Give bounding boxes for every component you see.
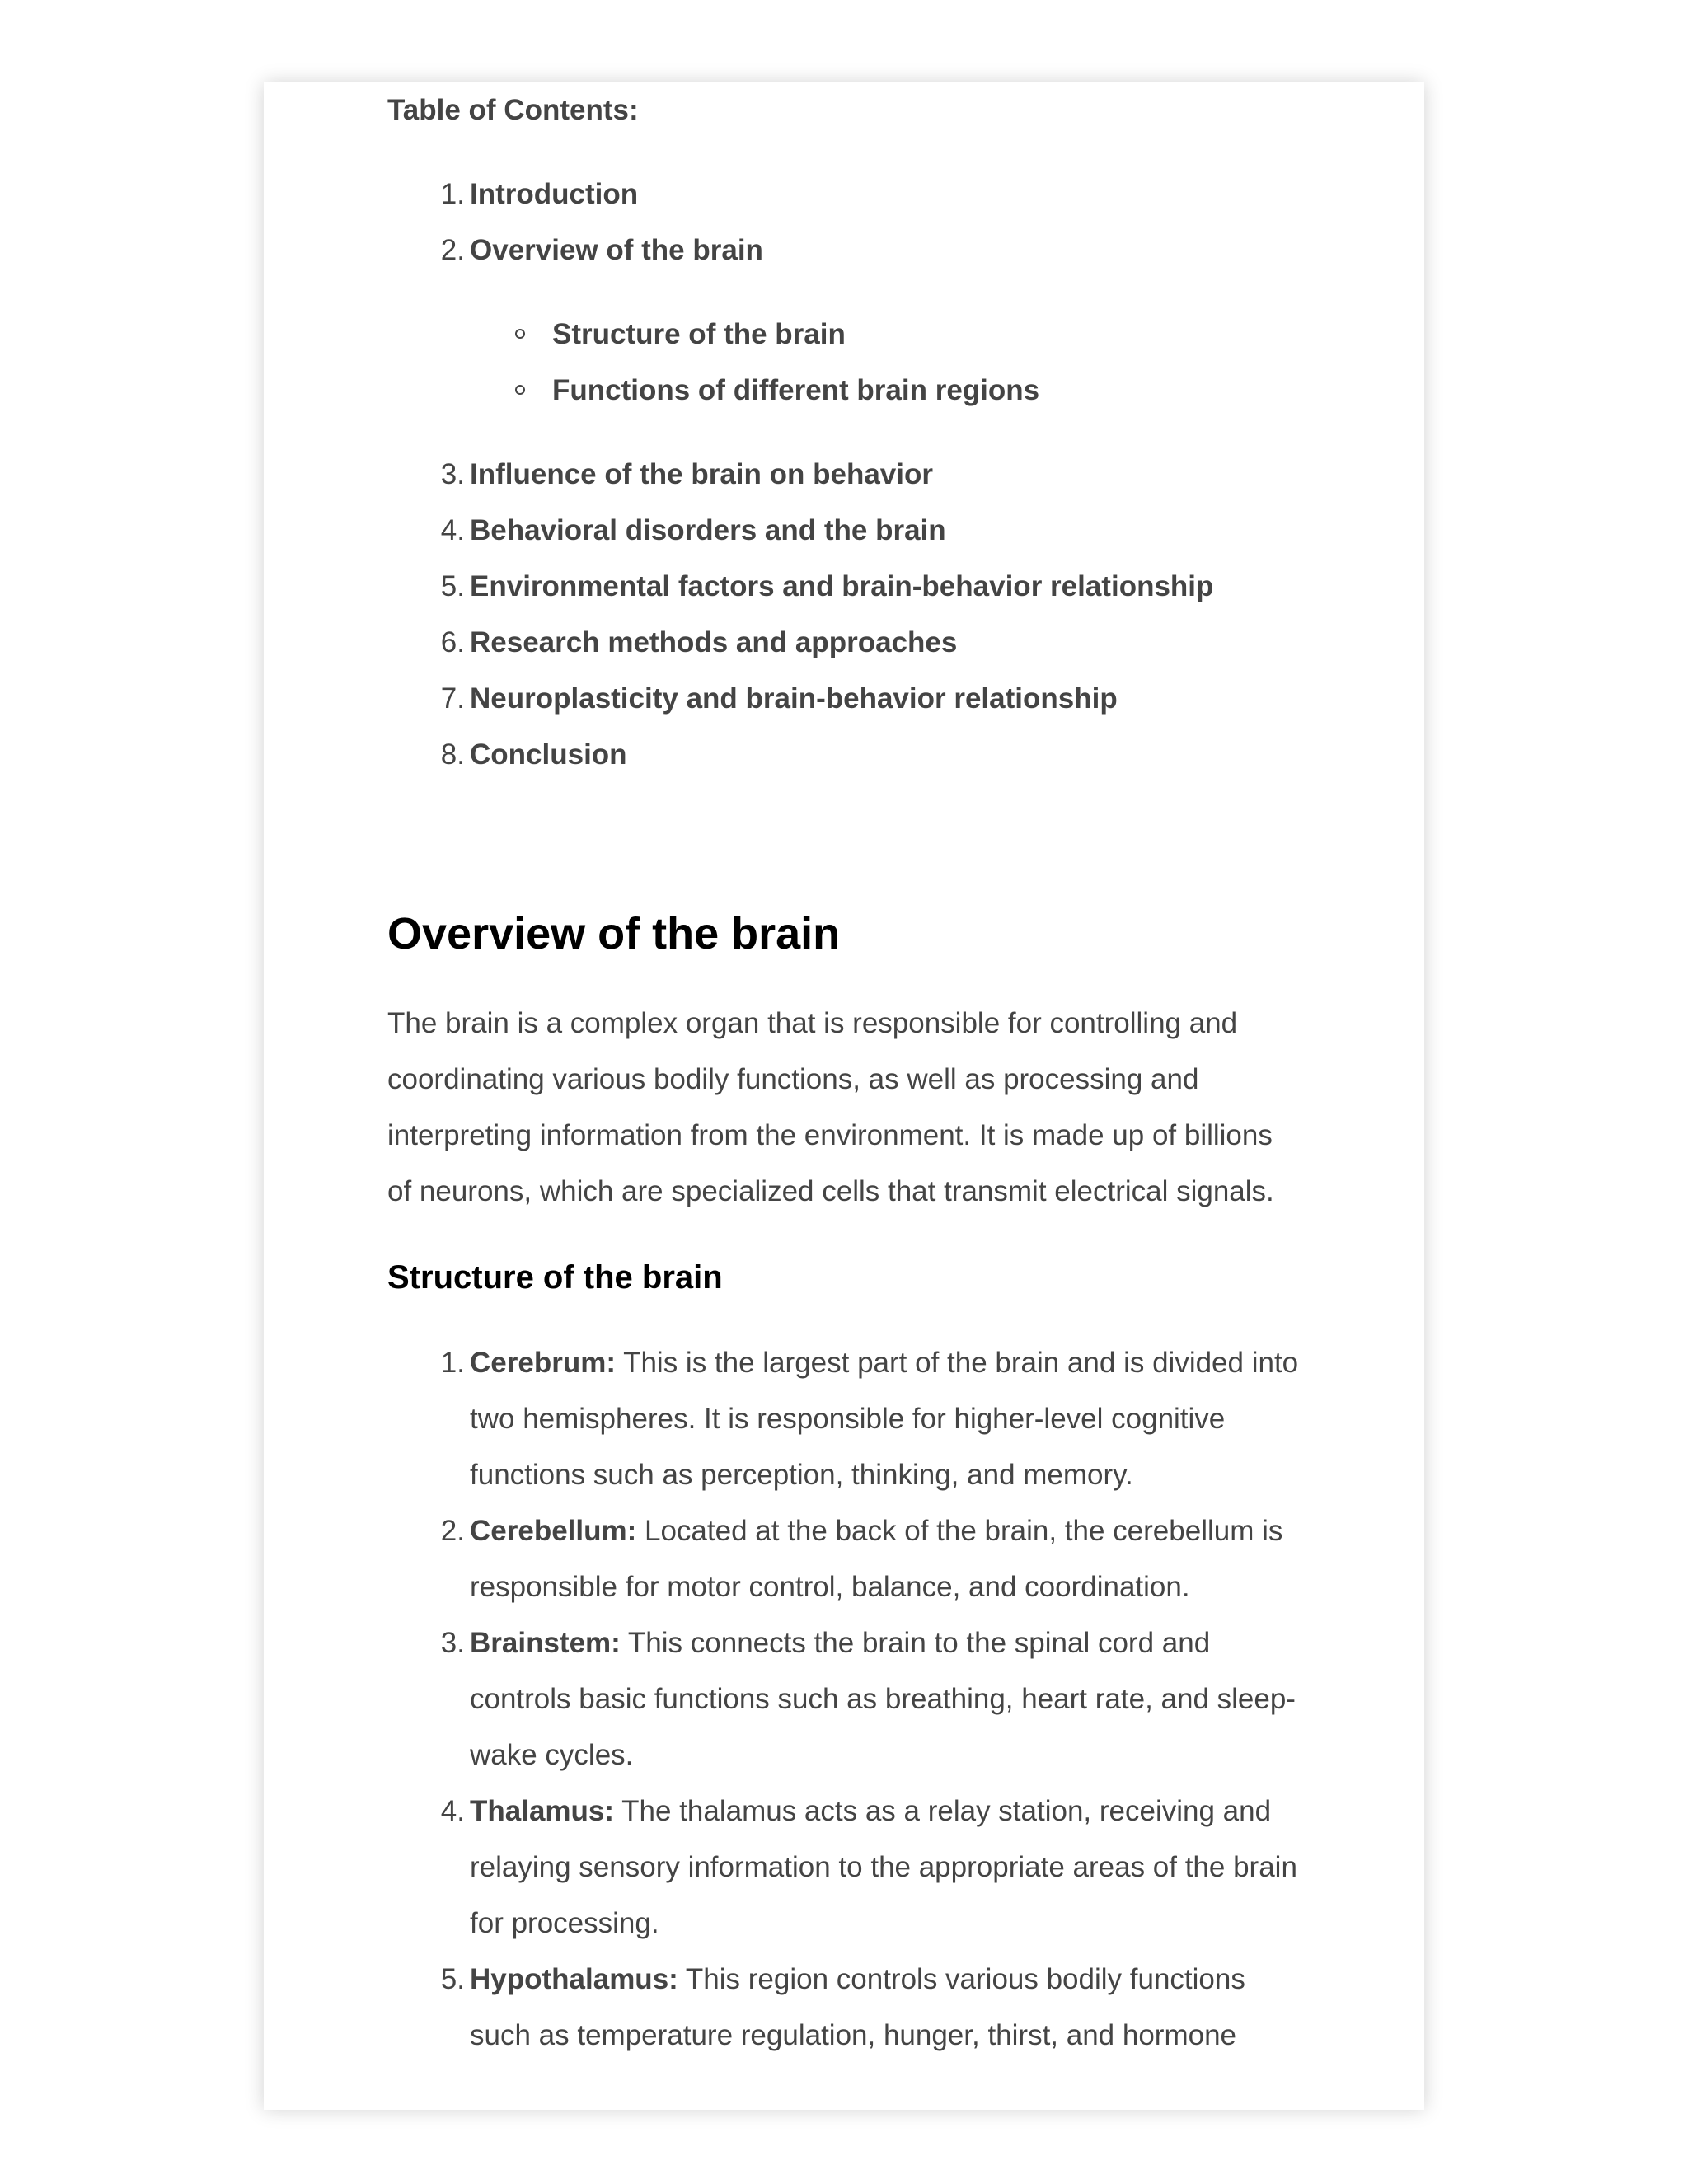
structure-item-text: This region controls various bodily functions such as temperature regulation, hunger, thirst, and hormone — [470, 1963, 1245, 2051]
toc-item-number: 1. — [440, 178, 465, 210]
structure-list — [387, 1335, 1424, 2064]
structure-item-term: Thalamus: — [470, 1795, 615, 1827]
structure-item-term: Cerebrum: — [470, 1347, 616, 1379]
toc-subitem — [387, 307, 1424, 363]
structure-item-term: Cerebellum: — [470, 1515, 637, 1547]
document-page — [264, 82, 1424, 2110]
circle-bullet-icon — [515, 385, 525, 395]
toc-item-number: 6. — [440, 626, 465, 658]
toc-sublist — [387, 307, 1424, 419]
toc-item-label: Introduction — [470, 178, 639, 210]
structure-item — [387, 1503, 1304, 1615]
structure-item-text: Located at the back of the brain, the cerebellum is responsible for motor control, balance, and coordination. — [470, 1515, 1283, 1603]
toc-item-number: 2. — [440, 234, 465, 266]
circle-bullet-icon — [515, 329, 525, 339]
structure-item-number: 4. — [440, 1795, 465, 1827]
toc-item-label: Behavioral disorders and the brain — [470, 514, 946, 546]
structure-item — [387, 1335, 1304, 1503]
toc-item-label: Research methods and approaches — [470, 626, 958, 658]
toc-item-label: Overview of the brain — [470, 234, 763, 266]
toc-item-label: Environmental factors and brain-behavior relationship — [470, 570, 1214, 602]
toc-subitem — [387, 363, 1424, 419]
subsection-heading: Structure of the brain — [387, 1259, 723, 1296]
structure-item-text: This connects the brain to the spinal cord and controls basic functions such as breathing, heart rate, and sleep-wake cycles. — [470, 1627, 1296, 1771]
structure-item — [387, 1952, 1304, 2064]
structure-item-term: Brainstem: — [470, 1627, 621, 1659]
structure-item-number: 5. — [440, 1963, 465, 1995]
toc-item — [387, 503, 1424, 559]
toc-item-label: Influence of the brain on behavior — [470, 458, 933, 490]
structure-item-number: 2. — [440, 1515, 465, 1547]
toc-item — [387, 671, 1424, 727]
toc-item-label: Neuroplasticity and brain-behavior relationship — [470, 682, 1118, 715]
toc-title: Table of Contents: — [387, 94, 639, 126]
toc-item — [387, 166, 1424, 223]
toc-item — [387, 727, 1424, 783]
structure-item-number: 3. — [440, 1627, 465, 1659]
toc-list-continued — [387, 447, 1424, 783]
toc-item — [387, 447, 1424, 503]
structure-item — [387, 1615, 1304, 1783]
toc-item — [387, 223, 1424, 279]
toc-item-number: 8. — [440, 738, 465, 771]
toc-subitem-label: Functions of different brain regions — [552, 374, 1040, 406]
structure-item — [387, 1783, 1304, 1952]
structure-item-text: This is the largest part of the brain and is divided into two hemispheres. It is responsible for higher-level cognitive functions such as perception, thinking, and memory. — [470, 1347, 1299, 1491]
structure-item-term: Hypothalamus: — [470, 1963, 678, 1995]
toc-subitem-label: Structure of the brain — [552, 318, 846, 350]
toc-item-number: 4. — [440, 514, 465, 546]
toc-item — [387, 559, 1424, 615]
toc-item-number: 7. — [440, 682, 465, 715]
overview-paragraph: The brain is a complex organ that is responsible for controlling and coordinating various bodily functions, as well as processing and interpreting information from the environment. It is made up of billions of neurons, which are specialized cells that transmit electrical signals. — [387, 1007, 1274, 1207]
section-heading: Overview of the brain — [387, 909, 841, 958]
toc-item-number: 3. — [440, 458, 465, 490]
toc-list — [387, 166, 1424, 279]
toc-item-number: 5. — [440, 570, 465, 602]
structure-item-number: 1. — [440, 1347, 465, 1379]
toc-item-label: Conclusion — [470, 738, 627, 771]
toc-item — [387, 615, 1424, 671]
document-content — [387, 82, 1424, 2064]
structure-item-text: The thalamus acts as a relay station, receiving and relaying sensory information to the appropriate areas of the brain for processing. — [470, 1795, 1297, 1939]
